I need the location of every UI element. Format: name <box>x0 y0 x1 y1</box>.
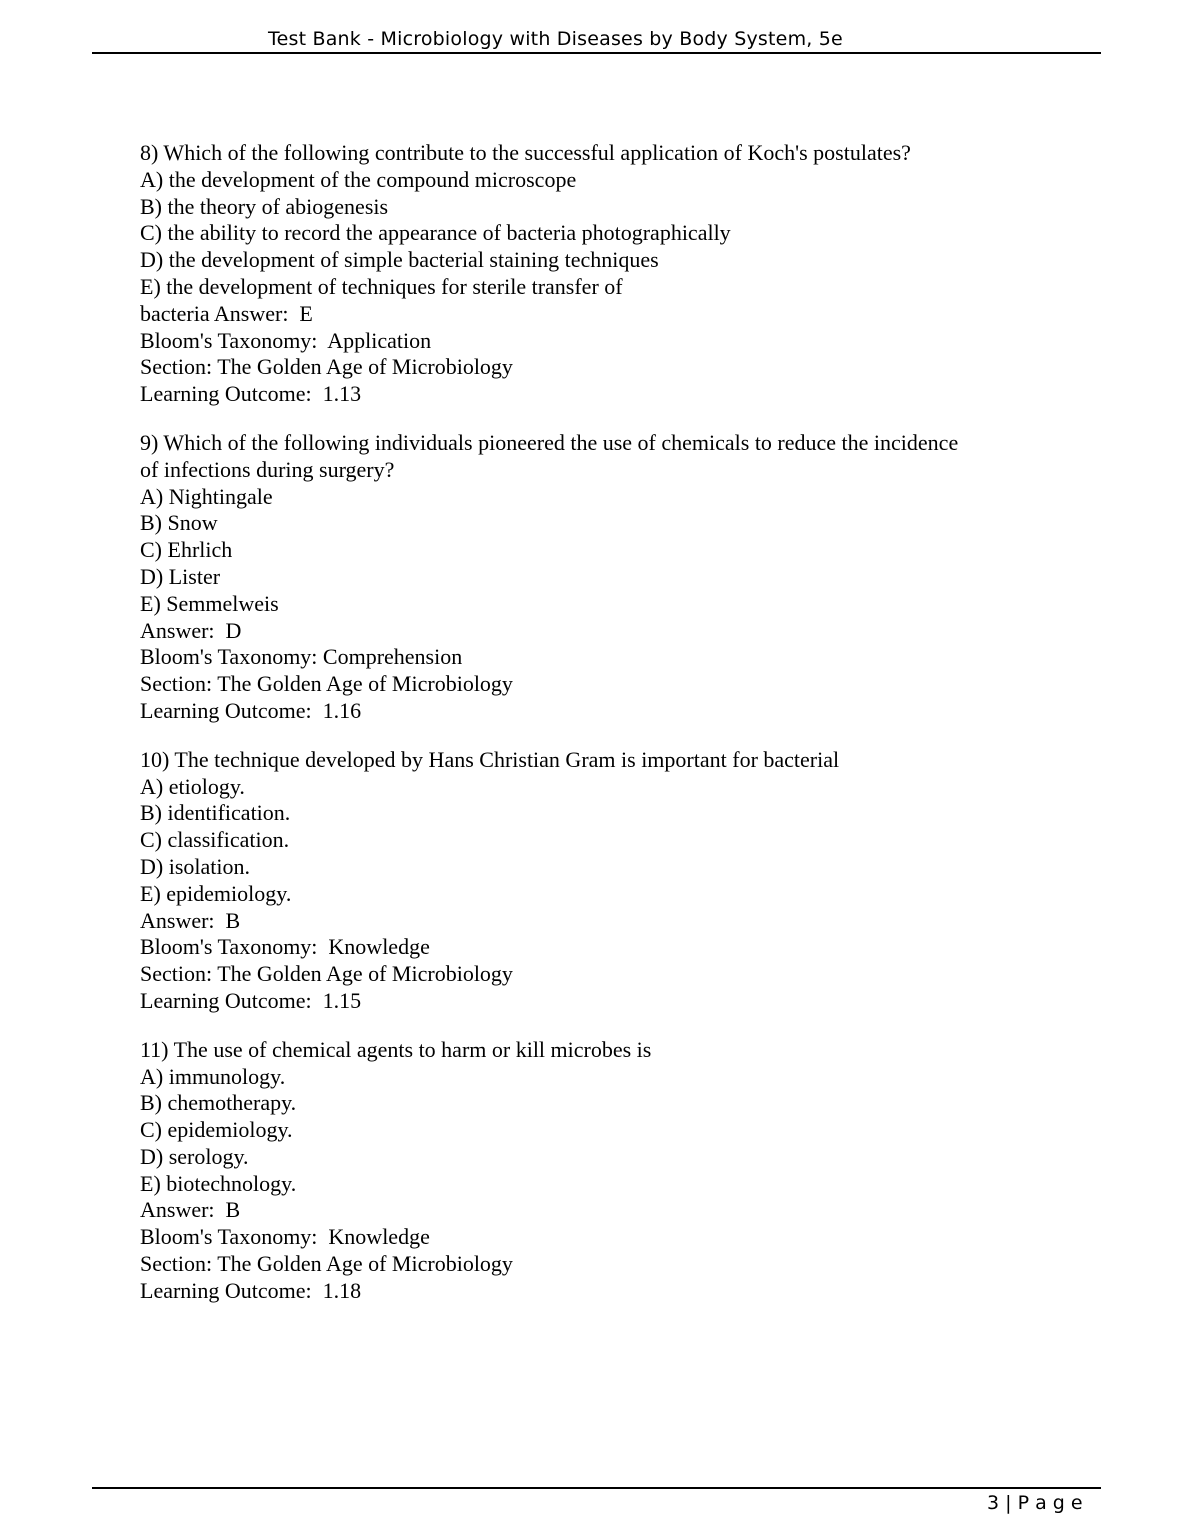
question-block <box>140 747 1060 1015</box>
question-line: Answer: B <box>140 907 241 933</box>
question-line: A) immunology. <box>140 1063 286 1089</box>
question-line: B) the theory of abiogenesis <box>140 193 389 219</box>
question-line: Learning Outcome: 1.16 <box>140 697 362 723</box>
question-line: B) Snow <box>140 510 218 536</box>
question-line: C) the ability to record the appearance of bacteria photographically <box>140 220 731 246</box>
question-line: C) Ehrlich <box>140 537 233 563</box>
question-block <box>140 140 1060 408</box>
question-line: Learning Outcome: 1.18 <box>140 1277 362 1303</box>
question-line: Learning Outcome: 1.13 <box>140 381 362 407</box>
question-line: Answer: B <box>140 1197 241 1223</box>
question-line: Bloom's Taxonomy: Knowledge <box>140 934 430 960</box>
footer-rule <box>92 1487 1101 1489</box>
header-rule <box>92 52 1101 54</box>
question-line: D) serology. <box>140 1143 249 1169</box>
page-number: 3 | P a g e <box>987 1492 1083 1514</box>
question-line: Section: The Golden Age of Microbiology <box>140 1251 513 1277</box>
question-block <box>140 1037 1060 1305</box>
question-line: E) the development of techniques for sterile transfer of <box>140 273 623 299</box>
question-line: Learning Outcome: 1.15 <box>140 987 362 1013</box>
question-line: 11) The use of chemical agents to harm or kill microbes is <box>140 1036 652 1062</box>
question-line: Answer: D <box>140 617 242 643</box>
header-title: Test Bank - Microbiology with Diseases by Body System, 5e <box>268 28 843 50</box>
question-line: Bloom's Taxonomy: Application <box>140 327 432 353</box>
question-line: Bloom's Taxonomy: Knowledge <box>140 1224 430 1250</box>
question-line: B) chemotherapy. <box>140 1090 297 1116</box>
question-line: Bloom's Taxonomy: Comprehension <box>140 644 463 670</box>
question-line: D) the development of simple bacterial staining techniques <box>140 247 659 273</box>
question-line: 8) Which of the following contribute to the successful application of Koch's postulates? <box>140 140 911 165</box>
question-line: D) Lister <box>140 563 221 589</box>
question-line: 10) The technique developed by Hans Christian Gram is important for bacterial <box>140 746 840 772</box>
question-line: B) identification. <box>140 800 291 826</box>
question-line: E) Semmelweis <box>140 590 279 616</box>
question-line: C) classification. <box>140 827 290 853</box>
question-line: bacteria Answer: E <box>140 300 313 326</box>
question-list <box>140 140 1060 1305</box>
question-line: E) biotechnology. <box>140 1170 297 1196</box>
question-line: A) Nightingale <box>140 483 273 509</box>
question-line: Section: The Golden Age of Microbiology <box>140 961 513 987</box>
question-line: 9) Which of the following individuals pioneered the use of chemicals to reduce the incidence <box>140 429 959 455</box>
question-line: of infections during surgery? <box>140 456 395 482</box>
question-line: A) the development of the compound microscope <box>140 166 577 192</box>
question-line: D) isolation. <box>140 853 250 879</box>
question-line: C) epidemiology. <box>140 1117 293 1143</box>
question-line: Section: The Golden Age of Microbiology <box>140 671 513 697</box>
question-line: E) epidemiology. <box>140 880 292 906</box>
question-block <box>140 430 1060 725</box>
question-line: Section: The Golden Age of Microbiology <box>140 354 513 380</box>
question-line: A) etiology. <box>140 773 245 799</box>
